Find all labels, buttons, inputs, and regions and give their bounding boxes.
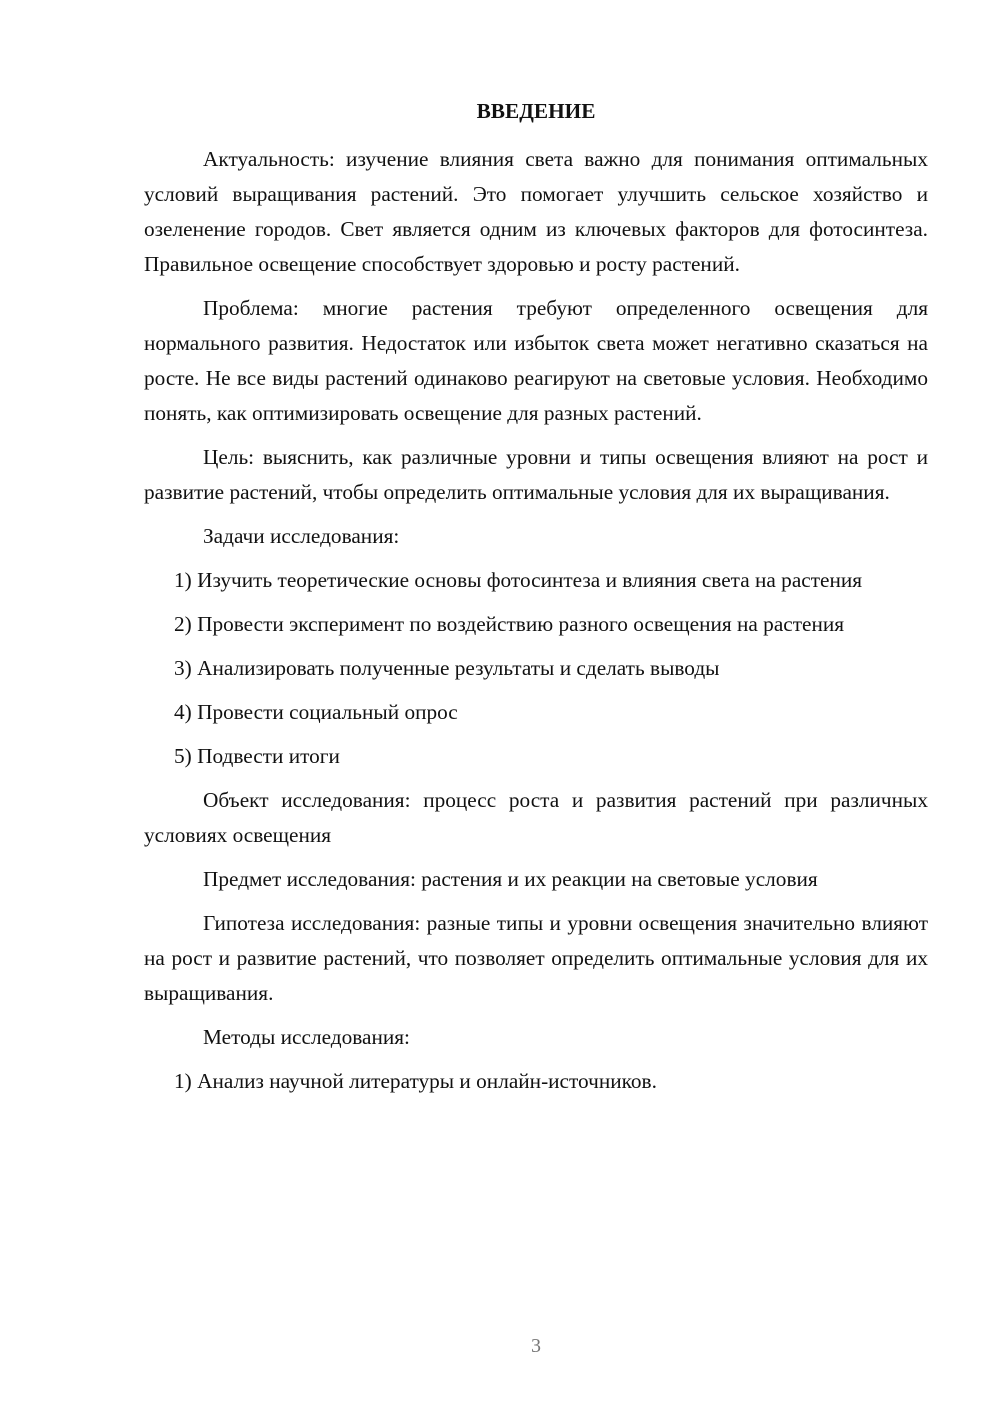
task-item-5: 5) Подвести итоги bbox=[174, 744, 340, 768]
method-item-1: 1) Анализ научной литературы и онлайн-источников. bbox=[174, 1069, 657, 1093]
page-number: 3 bbox=[531, 1335, 541, 1357]
hypothesis-paragraph: Гипотеза исследования: разные типы и уровни освещения значительно влияют на рост и развитие растений, что позволяет определить оптимальные условия для их выращивания. bbox=[144, 911, 928, 1005]
methods-title: Методы исследования: bbox=[203, 1025, 410, 1049]
object-paragraph: Объект исследования: процесс роста и развития растений при различных условиях освещения bbox=[144, 788, 928, 847]
relevance-paragraph: Актуальность: изучение влияния света важно для понимания оптимальных условий выращивания растений. Это помогает улучшить сельское хозяйство и озеленение городов. Свет является одним из ключевых факторов для фотосинтеза. Правильное освещение способствует здоровью и росту растений. bbox=[144, 147, 928, 276]
page-content bbox=[144, 96, 928, 1108]
task-item-1: 1) Изучить теоретические основы фотосинтеза и влияния света на растения bbox=[174, 568, 863, 592]
task-item-2: 2) Провести эксперимент по воздействию разного освещения на растения bbox=[174, 612, 845, 636]
goal-paragraph: Цель: выяснить, как различные уровни и типы освещения влияют на рост и развитие растений, чтобы определить оптимальные условия для их выращивания. bbox=[144, 445, 928, 504]
page-title: ВВЕДЕНИЕ bbox=[476, 99, 596, 123]
task-item-3: 3) Анализировать полученные результаты и сделать выводы bbox=[174, 656, 720, 680]
subject-paragraph: Предмет исследования: растения и их реакции на световые условия bbox=[203, 867, 818, 891]
task-item-4: 4) Провести социальный опрос bbox=[174, 700, 458, 724]
problem-paragraph: Проблема: многие растения требуют определенного освещения для нормального развития. Недостаток или избыток света может негативно сказаться на росте. Не все виды растений одинаково реагируют на световые условия. Необходимо понять, как оптимизировать освещение для разных растений. bbox=[144, 296, 928, 425]
tasks-title: Задачи исследования: bbox=[203, 524, 400, 548]
